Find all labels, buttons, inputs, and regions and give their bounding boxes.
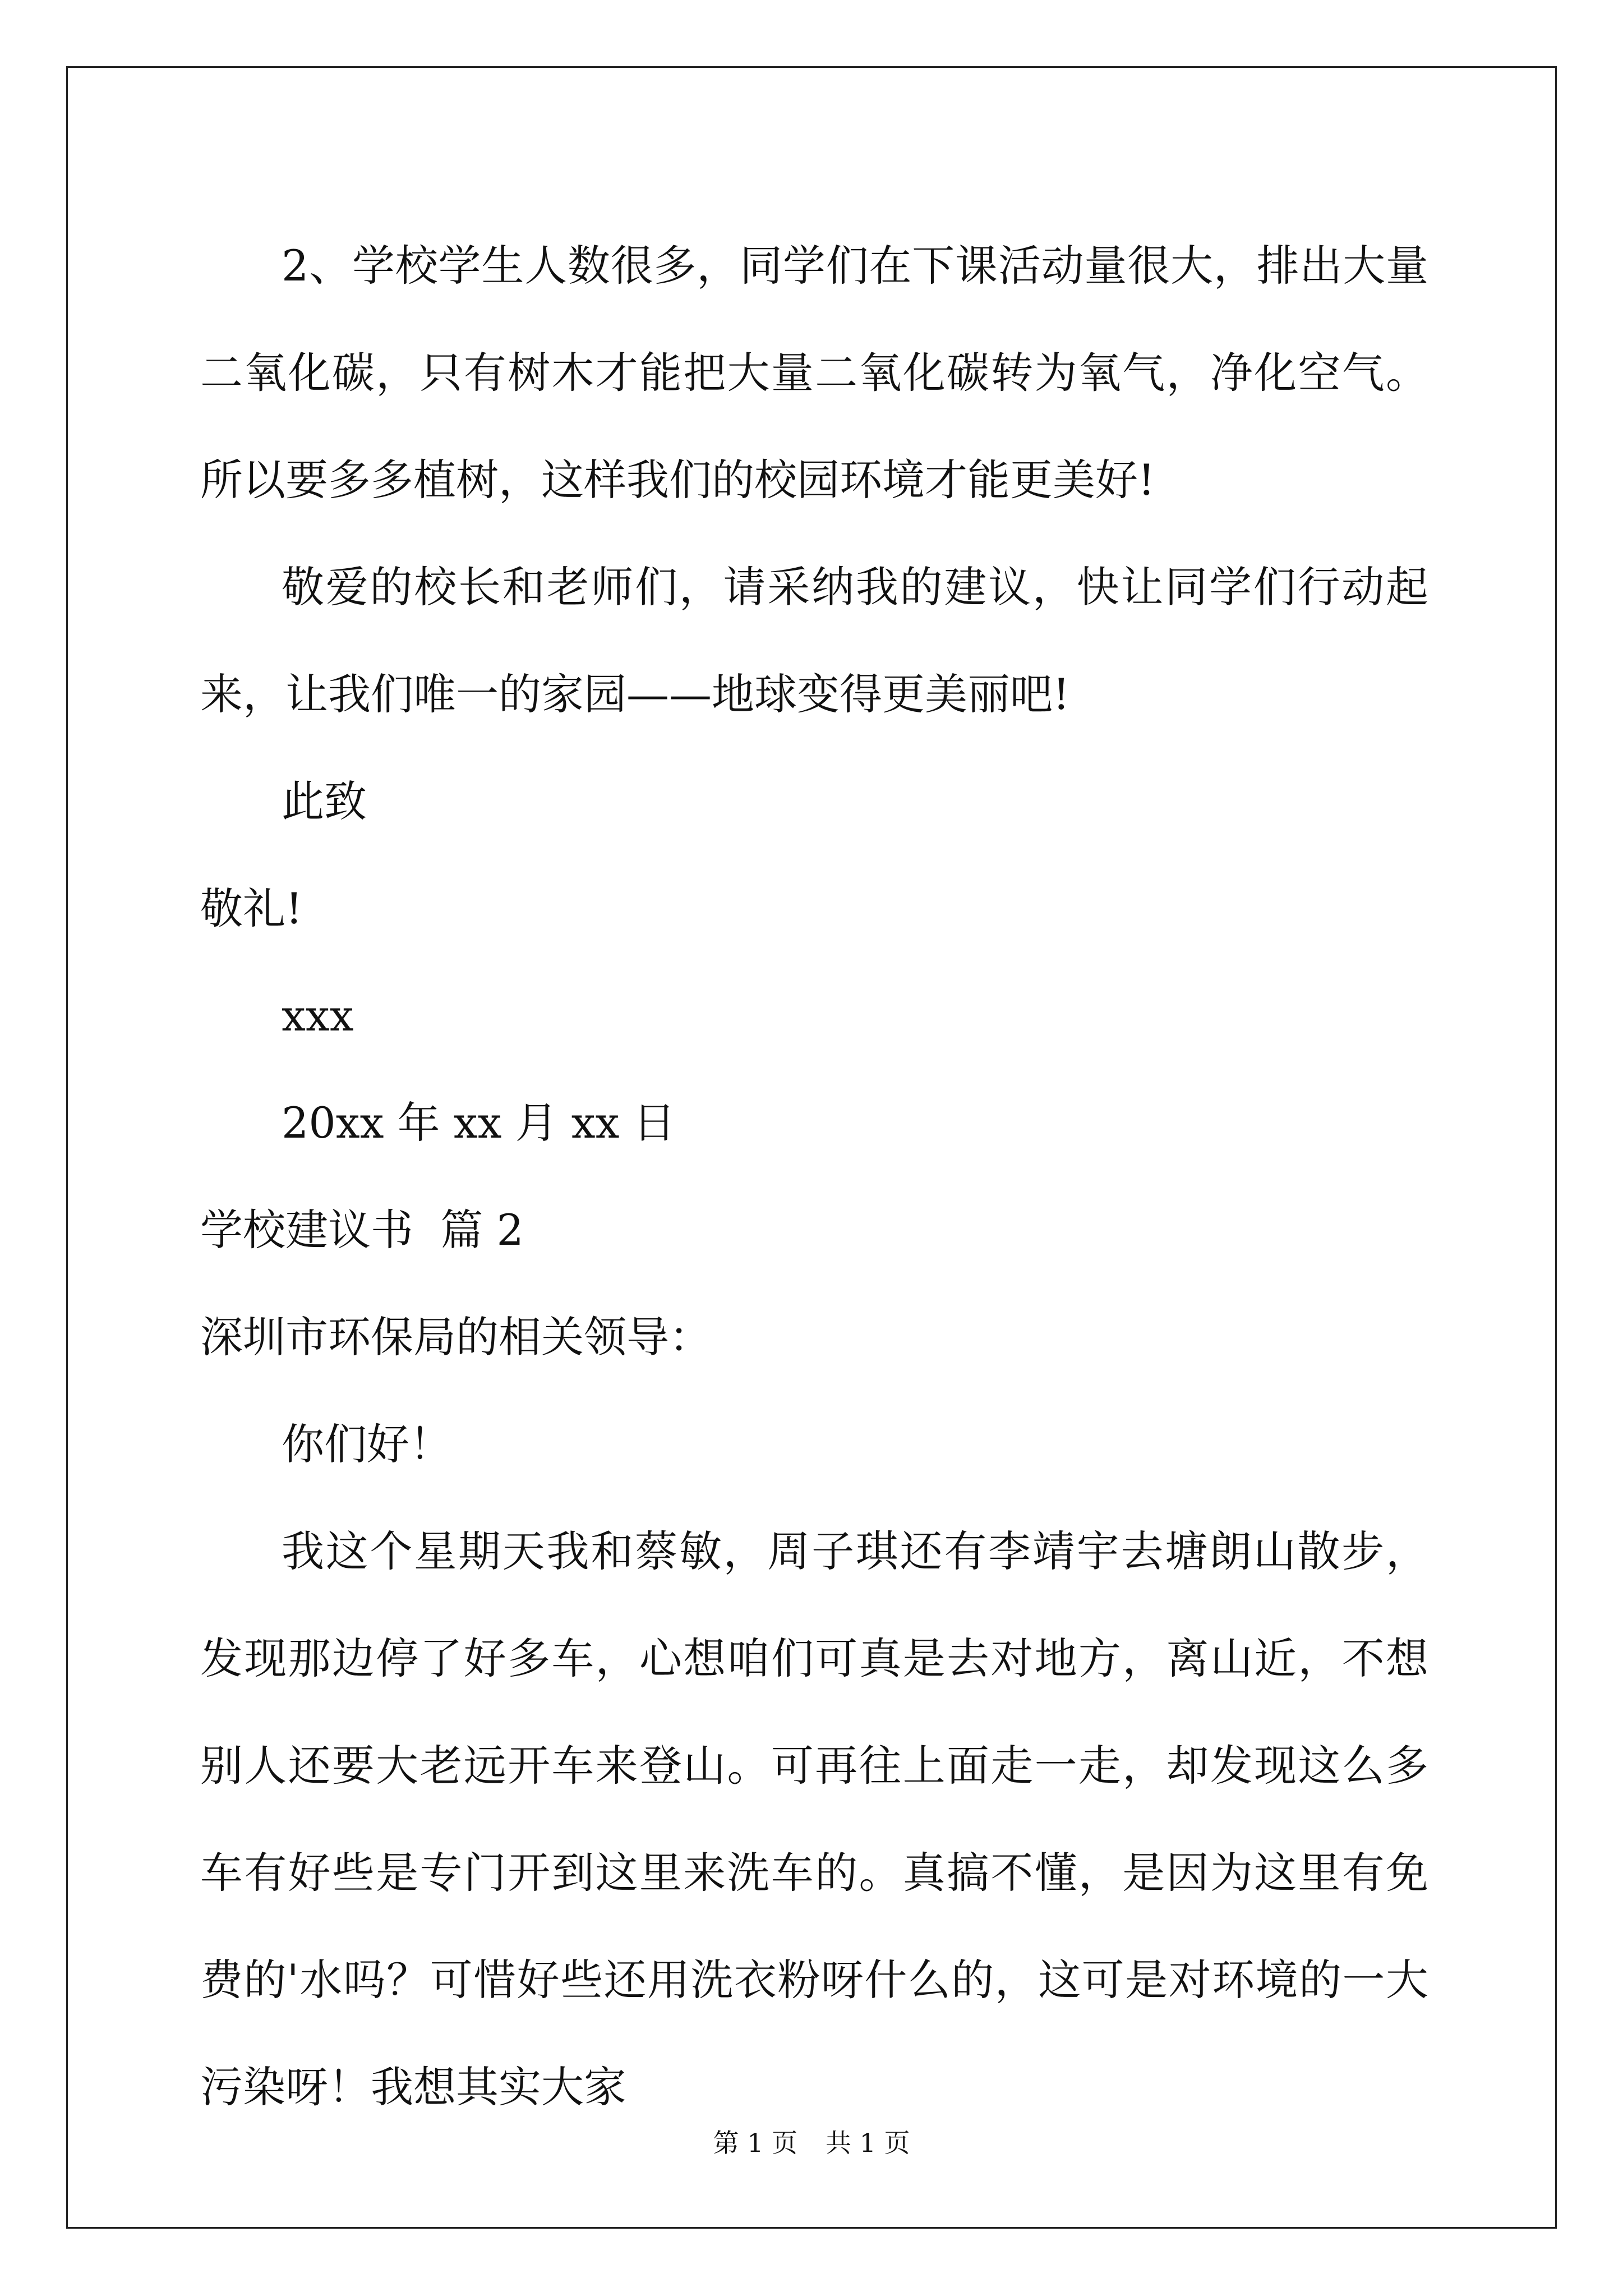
page-number: 第 1 页 [713, 2128, 797, 2158]
page-footer [0, 2126, 1623, 2160]
document-body [200, 212, 1428, 2141]
paragraph-appeal: 敬爱的校长和老师们，请采纳我的建议，快让同学们行动起来，让我们唯一的家园——地球变得更美丽吧! [200, 562, 1428, 719]
paragraph-observation: 我这个星期天我和蔡敏，周子琪还有李靖宇去塘朗山散步，发现那边停了好多车，心想咱们可真是去对地方，离山近，不想别人还要大老远开车来登山。可再往上面走一走，却发现这么多车有好些是专门开到这里来洗车的。真搞不懂，是因为这里有免费的'水吗？可惜好些还用洗衣粉呀什么的，这可是对环境的一大污染呀！我想其实大家 [200, 1526, 1428, 2112]
signature-date: 20xx 年 xx 月 xx 日 [282, 1098, 676, 1148]
section-title: 学校建议书 篇 2 [200, 1205, 524, 1255]
page-total: 共 1 页 [826, 2128, 910, 2158]
paragraph-planting-reason: 2、学校学生人数很多，同学们在下课活动量很大，排出大量二氧化碳，只有树木才能把大量二氧化碳转为氧气，净化空气。所以要多多植树，这样我们的校园环境才能更美好! [200, 241, 1428, 505]
closing-regards: 敬礼! [200, 884, 303, 933]
closing-salutation: 此致 [282, 776, 367, 826]
letter-greeting: 你们好！ [282, 1419, 452, 1469]
signature-name: xxx [282, 991, 354, 1041]
letter-addressee: 深圳市环保局的相关领导： [200, 1312, 712, 1362]
